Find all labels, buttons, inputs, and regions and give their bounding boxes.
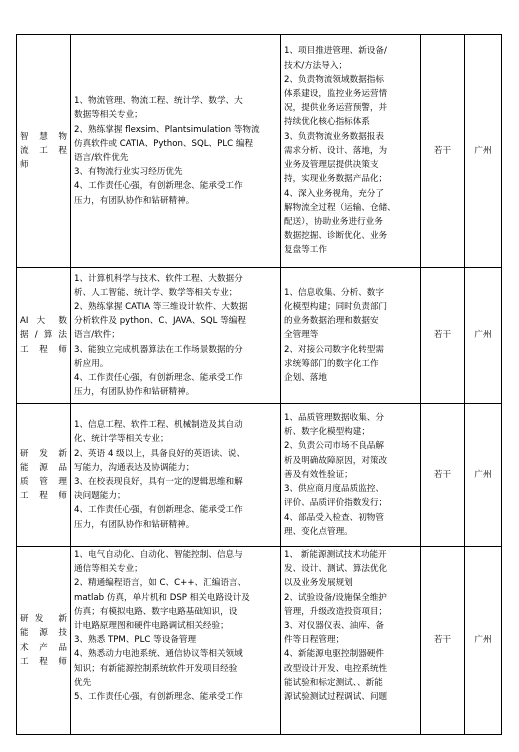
duty-line: 2、负责物流领域数据指标 xyxy=(284,74,384,85)
duty-line: 4、新能源电驱控制器硬件 xyxy=(284,649,384,660)
duty-line: 理、变化点管理。 xyxy=(284,526,353,537)
requirement-line: 仿真；有模拟电路、数字电路基础知识，设 xyxy=(74,606,238,617)
requirements-cell xyxy=(71,547,281,735)
position-cell xyxy=(17,547,71,735)
requirement-line: 4、工作责任心强，有创新理念、能承受工作 xyxy=(74,505,243,516)
headcount-cell: 若干 xyxy=(421,404,465,547)
duty-line: 持续优化核心指标体系 xyxy=(284,117,370,128)
duty-line: 管理，升级改造投资项目； xyxy=(284,606,388,617)
requirement-line: 3、能独立完成机器算法在工作场景数据的分 xyxy=(74,344,243,355)
duty-line: 企划、落地 xyxy=(284,373,327,383)
job-row xyxy=(17,547,502,735)
requirement-line: 1、计算机科学与技术、软件工程、大数据分 xyxy=(74,273,243,284)
requirement-line: 3、在校表现良好，具有一定的逻辑思维和解 xyxy=(74,477,243,487)
position-line: 质 管 理 xyxy=(20,477,67,487)
duty-line: 求统筹部门的数字化工作 xyxy=(284,358,379,369)
duty-line: 2、对接公司数字化转型需 xyxy=(284,344,384,355)
requirement-line: 数据等相关专业； xyxy=(74,110,143,121)
location-cell: 广州 xyxy=(465,404,502,547)
duty-line: 3、负责物流业务数据报表 xyxy=(284,131,384,142)
duty-line: 4、深入业务视角，充分了 xyxy=(284,188,384,199)
position-cell xyxy=(17,35,71,268)
job-table-body xyxy=(17,35,502,735)
position-cell xyxy=(17,268,71,404)
duty-line: 需求分析、设计、落地，为 xyxy=(284,145,388,156)
duties-cell xyxy=(281,268,421,404)
duty-line: 发、设计、测试、算法优化 xyxy=(284,564,388,575)
job-row xyxy=(17,35,502,268)
requirement-line: 写能力，沟通表达及协调能力； xyxy=(74,462,195,473)
requirement-line: 计电路原理图和硬件电路调试相关经验； xyxy=(74,621,229,632)
duties-cell xyxy=(281,35,421,268)
duty-line: 3、供应商月度品质监控、 xyxy=(284,484,384,495)
duty-line: 全管理等 xyxy=(284,330,319,341)
requirement-line: 2、英语 4 级以上，具备良好的英语读、说、 xyxy=(74,448,246,459)
duty-line: 1、项目推进管理、新设备/ xyxy=(284,46,387,57)
job-row xyxy=(17,404,502,547)
headcount-cell: 若干 xyxy=(421,35,465,268)
requirement-line: 5、工作责任心强，有创新理念、能承受工作 xyxy=(74,692,243,703)
requirement-line: 4、工作责任心强，有创新理念、能承受工作 xyxy=(74,181,243,192)
position-line: 术 产 品 xyxy=(20,642,67,653)
duty-line: 2、负责公司市场不良品解 xyxy=(284,441,384,452)
location-cell: 广州 xyxy=(465,35,502,268)
duty-line: 复盘等工作 xyxy=(284,245,327,256)
position-line: 据/算法 xyxy=(20,330,67,341)
position-line: AI 大 数 xyxy=(20,316,67,327)
duty-line: 化模型构建；同时负责部门 xyxy=(284,301,388,312)
location-cell: 广州 xyxy=(465,547,502,735)
duty-line: 业务及管理层提供决策支 xyxy=(284,160,379,171)
duty-line: 源试验测试过程调试、问题 xyxy=(284,692,388,703)
location-cell: 广州 xyxy=(465,268,502,404)
duty-line: 况，提供业务运营预警，并 xyxy=(284,103,388,114)
duty-line: 评价、品质评价指数发行； xyxy=(284,498,388,509)
duty-line: 以及业务发展规划 xyxy=(284,578,353,589)
requirement-line: 3、熟悉 TPM、PLC 等设备管理 xyxy=(74,635,197,646)
duty-line: 3、对仪器仪表、油库、备 xyxy=(284,621,384,632)
duty-line: 解物流全过程（运输、仓储、 xyxy=(284,202,396,213)
duty-line: 配送），协助业务进行业务 xyxy=(284,216,383,227)
requirement-line: 压力，有团队协作和钻研精神。 xyxy=(74,519,195,530)
duties-cell xyxy=(281,547,421,735)
position-line: 工程师 xyxy=(20,344,67,355)
job-table xyxy=(16,34,502,735)
requirements-cell xyxy=(71,35,281,268)
requirement-line: 化、统计学等相关专业； xyxy=(74,434,169,445)
position-line: 工程师 xyxy=(20,491,67,502)
requirement-line: 语言/软件优先 xyxy=(74,153,129,163)
duty-line: 1、品质管理数据收集、分 xyxy=(284,413,384,424)
position-line: 能 源 品 xyxy=(20,462,67,473)
duty-line: 析、数字化模型构建； xyxy=(284,427,370,438)
requirement-line: 1、信息工程、软件工程、机械制造及其自动 xyxy=(74,420,243,431)
headcount-cell: 若干 xyxy=(421,268,465,404)
duty-line: 持，实现业务数据产品化； xyxy=(284,174,388,185)
requirements-cell xyxy=(71,268,281,404)
duty-line: 2、试验设备/设施保全维护 xyxy=(284,592,387,603)
requirement-line: 2、精通编程语言，如 C、C++、汇编语言、 xyxy=(74,578,247,589)
requirements-cell xyxy=(71,404,281,547)
duty-line: 技术/方法导入； xyxy=(284,60,348,71)
requirement-line: matlab 仿真，单片机和 DSP 相关电路设计及 xyxy=(74,592,250,603)
requirement-line: 压力，有团队协作和钻研精神。 xyxy=(74,195,195,206)
requirement-line: 知识；有新能源控制系统软件开发项目经验 xyxy=(74,663,238,674)
headcount-cell: 若干 xyxy=(421,547,465,735)
position-line: 研发 新 xyxy=(20,614,67,625)
requirement-line: 4、工作责任心强，有创新理念、能承受工作 xyxy=(74,373,243,383)
requirement-line: 3、有物流行业实习经历优先 xyxy=(74,167,183,178)
duty-line: 1、 新能源测试技术功能开 xyxy=(284,550,387,560)
duty-line: 析及明确故障原因，对策改 xyxy=(284,455,388,466)
duty-line: 善及有效性验证； xyxy=(284,469,353,480)
requirement-line: 决问题能力； xyxy=(74,491,126,502)
duty-line: 数据挖掘、诊断优化、业务 xyxy=(284,231,388,242)
requirement-line: 4、熟悉动力电池系统、通信协议等相关领域 xyxy=(74,649,243,660)
position-line: 流 工 程 xyxy=(20,145,67,156)
requirement-line: 仿真软件或 CATIA、Python、SQL、PLC 编程 xyxy=(74,138,254,149)
position-line: 研 发 新 xyxy=(20,448,67,459)
requirement-line: 压力，有团队协作和钻研精神。 xyxy=(74,387,195,398)
requirement-line: 优先 xyxy=(74,677,92,688)
requirement-line: 析、人工智能、统计学、数学等相关专业； xyxy=(74,287,238,298)
position-line: 师 xyxy=(20,160,29,171)
requirement-line: 2、熟练掌握 CATIA 等三维设计软件、大数据 xyxy=(74,301,248,312)
requirement-line: 1、电气自动化、自动化、智能控制、信息与 xyxy=(74,550,243,560)
requirement-line: 通信等相关专业； xyxy=(74,564,143,575)
duties-cell xyxy=(281,404,421,547)
requirement-line: 析应用。 xyxy=(74,358,109,369)
requirement-line: 1、物流管理、物流工程、统计学、数学、大 xyxy=(74,96,243,107)
duty-line: 能试验和标定测试、、新能 xyxy=(284,677,383,688)
position-line: 能 源 技 xyxy=(20,628,67,639)
duty-line: 4、部品受入检查、初物管 xyxy=(284,512,384,523)
duty-line: 1、信息收集、分析、数字 xyxy=(284,287,384,298)
requirement-line: 语言/软件； xyxy=(74,330,120,341)
position-cell xyxy=(17,404,71,547)
duty-line: 体系建设，监控业务运营情 xyxy=(284,89,388,100)
duty-line: 件等日程管理； xyxy=(284,635,345,646)
position-line: 智 慧 物 xyxy=(20,131,67,142)
duty-line: 的业务数据治理和数据安 xyxy=(284,316,379,327)
requirement-line: 分析软件及 python、C、JAVA、SQL 等编程 xyxy=(74,316,246,327)
requirement-line: 2、熟练掌握 flexsim、Plantsimulation 等物流 xyxy=(74,124,260,135)
duty-line: 改型设计开发、电控系统性 xyxy=(284,663,388,674)
job-row xyxy=(17,268,502,404)
position-line: 工程师 xyxy=(20,656,67,667)
